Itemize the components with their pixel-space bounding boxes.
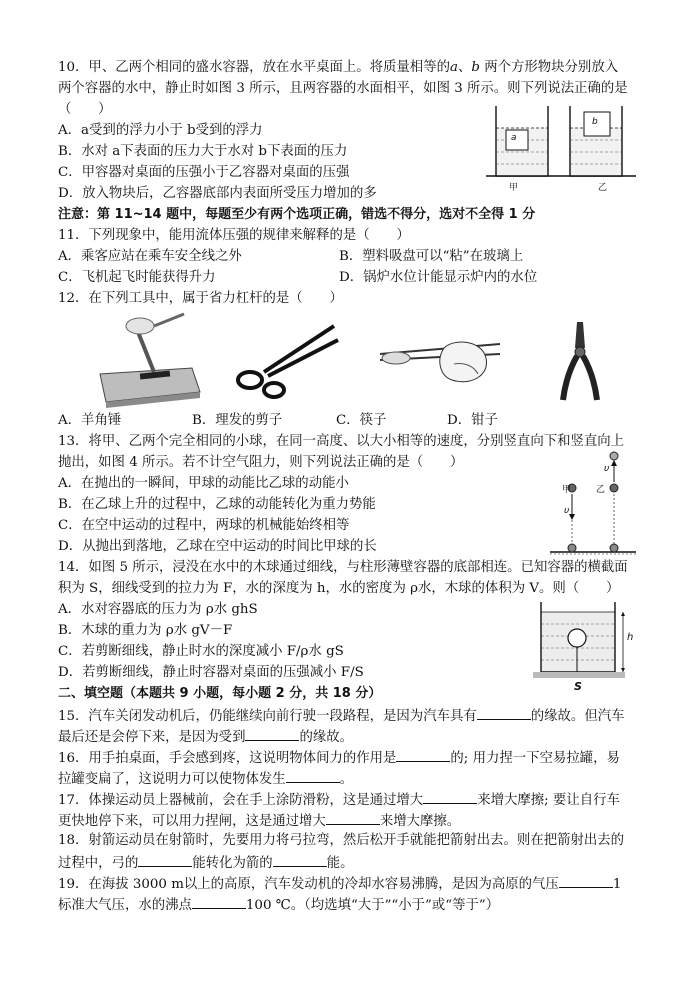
q18-blank-1[interactable] [138,852,192,867]
q10-stem-line2: 两个容器的水中，静止时如图 3 所示，且两容器的水面相平，如图 3 所示。则下列说法正确的是 [58,81,628,96]
q16-line2: 拉罐变扁了，这说明力可以使物体发生 。 [58,768,353,790]
q19-blank-1[interactable] [559,873,613,888]
q10-option-a: A．a受到的浮力小于 b受到的浮力 [58,123,263,138]
q18-line2: 过程中，弓的 能转化为箭的 能。 [58,852,353,874]
q13-option-a: A．在抛出的一瞬间，甲球的动能比乙球的动能小 [58,476,349,491]
q15-blank-2[interactable] [245,726,299,741]
q11-option-a: A．乘客应站在乘车安全线之外 [58,249,242,264]
q16-line1: 16．用手拍桌面，手会感到疼，这说明物体间力的作用是 的; 用力捏一下空易拉罐，易 [58,747,620,769]
q14-stem-line1: 14．如图 5 所示，浸没在水中的木球通过细线，与柱形薄壁容器的底部相连。已知容器的横截面 [58,560,628,575]
fig3-label-jia: 甲 [509,183,519,193]
figure-5-wooden-ball-container [533,600,637,684]
q11-option-b: B．塑料吸盘可以“粘”在玻璃上 [339,249,524,264]
q18-blank-2[interactable] [273,852,327,867]
pliers-image [555,318,605,402]
q10-option-b: B．水对 a下表面的压力大于水对 b下表面的压力 [58,144,348,159]
q14-stem-line2: 积为 S，细线受到的拉力为 F，水的深度为 h，水的密度为 ρ水，木球的体积为 V。则（ ） [58,581,620,596]
fig4-label-v-up: υ [604,464,610,474]
chopsticks-image [374,334,504,394]
fig3-label-b: b [592,117,598,127]
q17-blank-1[interactable] [423,789,477,804]
q10-option-c: C．甲容器对桌面的压强小于乙容器对桌面的压强 [58,165,350,180]
q13-option-d: D．从抛出到落地，乙球在空中运动的时间比甲球的长 [58,539,377,554]
fig4-label-v-down: υ [564,506,570,516]
q15-line2: 最后还是会停下来，是因为受到 的缘故。 [58,726,353,748]
wooden-ball [568,629,586,647]
claw-hammer-image [96,312,206,408]
q11-option-c: C．飞机起飞时能获得升力 [58,270,216,285]
q14-option-c: C．若剪断细线，静止时水的深度减小 F/ρ水 gS [58,644,344,659]
q12-option-d: D．钳子 [447,413,498,428]
q13-option-c: C．在空中运动的过程中，两球的机械能始终相等 [58,518,350,533]
q17-line1: 17．体操运动员上器械前，会在手上涂防滑粉，这是通过增大 来增大摩擦; 要让自行车 [58,789,620,811]
q19-line1: 19．在海拔 3000 m以上的高原，汽车发动机的冷却水容易沸腾，是因为高原的气压 1 [58,873,621,895]
q12-stem: 12．在下列工具中，属于省力杠杆的是（ ） [58,291,343,306]
q17-blank-2[interactable] [326,810,380,825]
section-2-heading: 二、填空题（本题共 9 小题，每小题 2 分，共 18 分） [58,686,382,701]
q17-line2: 更快地停下来，可以用力捏闸，这是通过增大 来增大摩擦。 [58,810,460,832]
q13-option-b: B．在乙球上升的过程中，乙球的动能转化为重力势能 [58,497,376,512]
fig5-label-h: h [627,632,634,643]
q14-option-a: A．水对容器底的压力为 ρ水 ghS [58,602,258,617]
q11-stem: 11．下列现象中，能用流体压强的规律来解释的是（ ） [58,228,410,243]
q19-blank-2[interactable] [192,894,246,909]
fig4-label-jia: 甲 [562,485,572,495]
q15-blank-1[interactable] [477,705,531,720]
figure-3-containers [486,100,636,192]
fig4-label-yi: 乙 [596,485,606,495]
q12-option-b: B．理发的剪子 [192,413,283,428]
fig3-label-yi: 乙 [598,183,608,193]
q10-answer-paren: （ ） [58,102,112,117]
q10-stem-line1: 10．甲、乙两个相同的盛水容器，放在水平桌面上。将质量相等的a、b 两个方形物块分别放入 [58,60,619,75]
q12-option-a: A．羊角锤 [58,413,122,428]
q11-option-d: D．锅炉水位计能显示炉内的水位 [339,270,538,285]
q14-option-b: B．木球的重力为 ρ水 gV－F [58,623,233,638]
block-a [506,130,528,150]
q16-blank-2[interactable] [286,768,340,783]
barber-scissors-image [234,322,340,402]
fig3-label-a: a [511,133,517,143]
q10-option-d: D．放入物块后，乙容器底部内表面所受压力增加的多 [58,186,377,201]
figure-4-balls [548,448,638,558]
fig5-label-s: S [574,680,582,693]
q13-stem-line1: 13．将甲、乙两个完全相同的小球，在同一高度、以大小相等的速度，分别竖直向下和竖直向上 [58,434,625,449]
q12-option-c: C．筷子 [336,413,387,428]
q18-line1: 18．射箭运动员在射箭时，先要用力将弓拉弯，然后松开手就能把箭射出去。则在把箭射出去的 [58,833,625,848]
q19-line2: 标准大气压，水的沸点 100 ℃。（均选填“大于”“小于”或“等于”） [58,894,499,916]
q15-line1: 15．汽车关闭发动机后，仍能继续向前行驶一段路程，是因为汽车具有 的缘故。但汽车 [58,705,625,727]
q14-option-d: D．若剪断细线，静止时容器对桌面的压强减小 F/S [58,665,364,680]
q13-stem-line2: 抛出，如图 4 所示。若不计空气阻力，则下列说法正确的是（ ） [58,455,464,470]
q16-blank-1[interactable] [396,747,450,762]
multi-choice-notice: 注意：第 11~14 题中，每题至少有两个选项正确，错选不得分，选对不全得 1 分 [58,207,536,222]
